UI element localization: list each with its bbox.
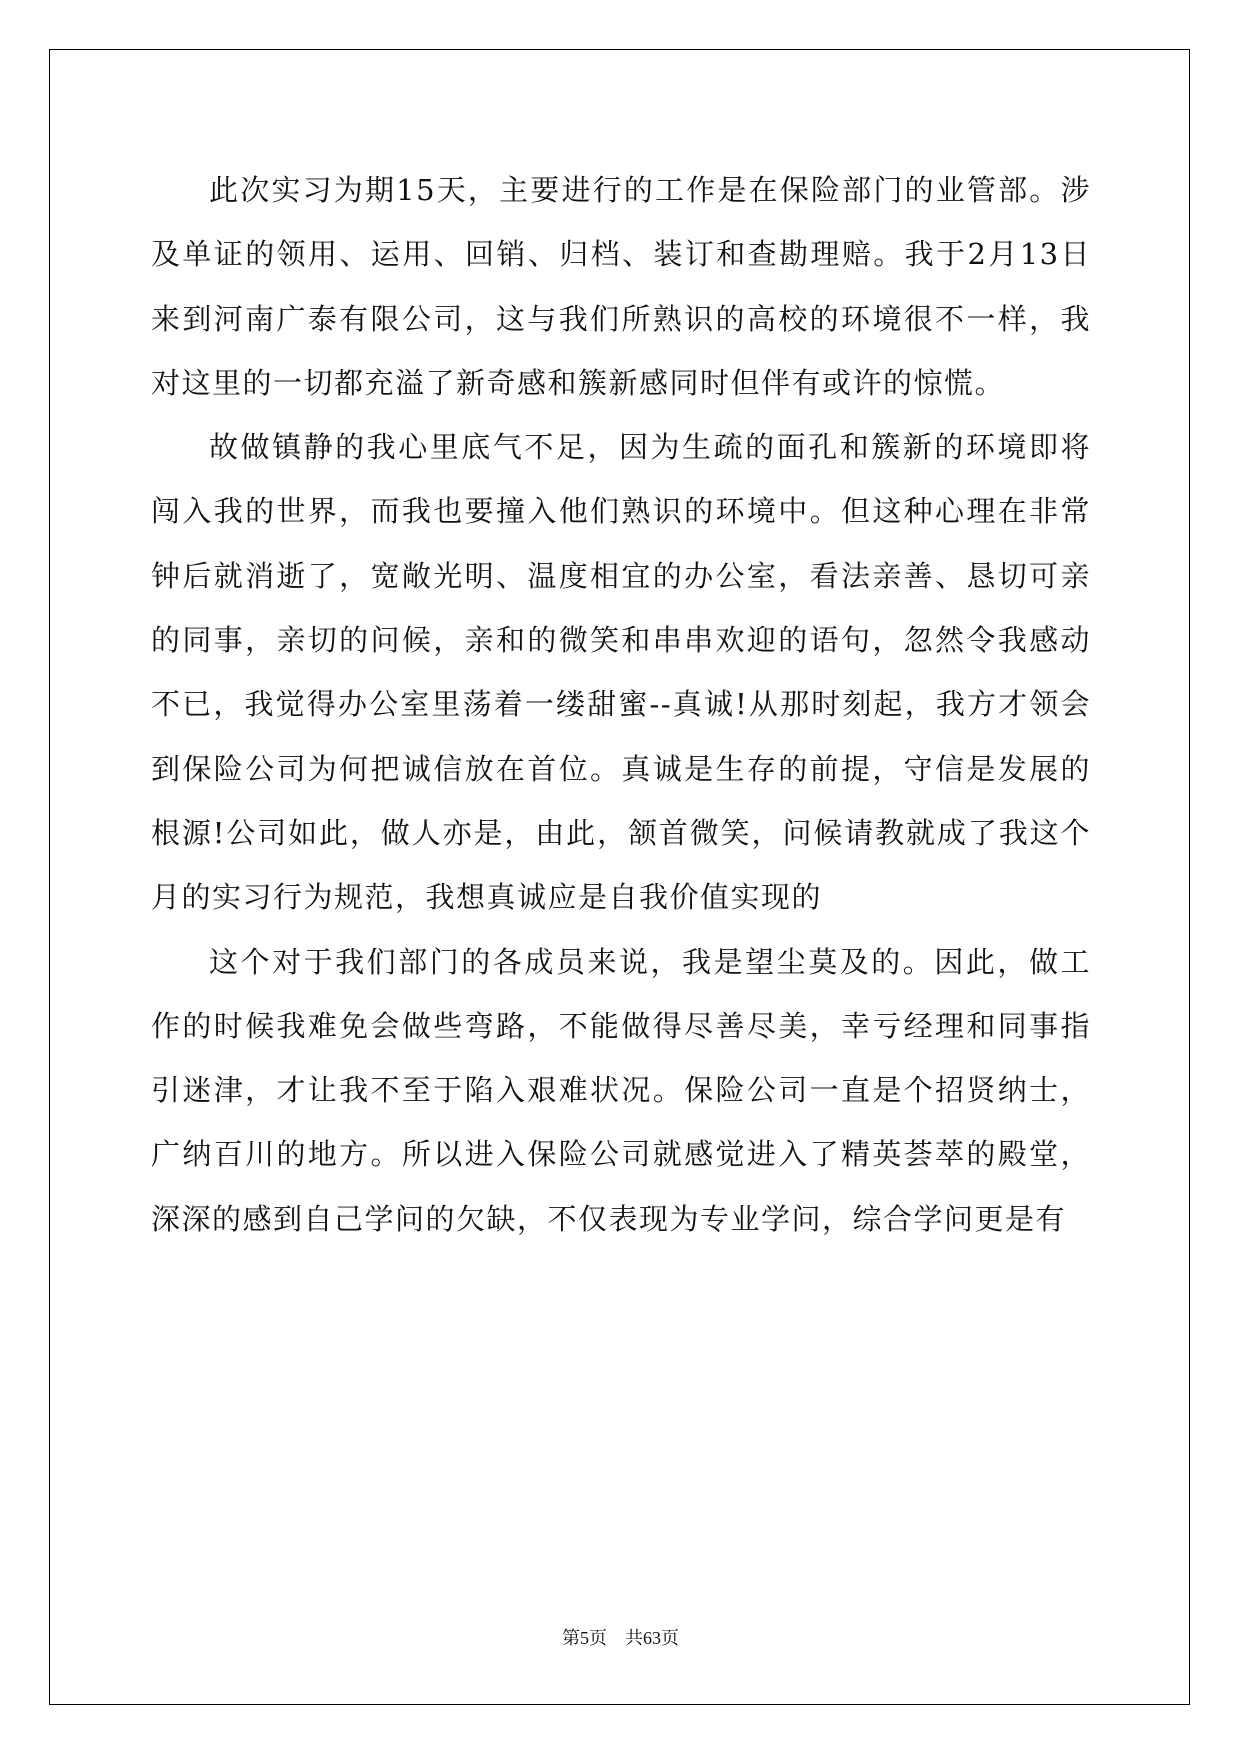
document-body (151, 158, 1091, 1251)
paragraph-2: 故做镇静的我心里底气不足，因为生疏的面孔和簇新的环境即将闯入我的世界，而我也要撞入他们熟识的环境中。但这种心理在非常钟后就消逝了，宽敞光明、温度相宜的办公室，看法亲善、恳切可亲的同事，亲切的问候，亲和的微笑和串串欢迎的语句，忽然令我感动不已，我觉得办公室里荡着一缕甜蜜--真诚!从那时刻起，我方才领会到保险公司为何把诚信放在首位。真诚是生存的前提，守信是发展的根源!公司如此，做人亦是，由此，颔首微笑，问候请教就成了我这个月的实习行为规范，我想真诚应是自我价值实现的 (151, 430, 1091, 915)
paragraph-1: 此次实习为期15天，主要进行的工作是在保险部门的业管部。涉及单证的领用、运用、回销、归档、装订和查勘理赔。我于2月13日来到河南广泰有限公司，这与我们所熟识的高校的环境很不一样，我对这里的一切都充溢了新奇感和簇新感同时但伴有或许的惊慌。 (151, 173, 1091, 400)
footer-separator (607, 1628, 625, 1648)
page-footer (0, 1624, 1241, 1650)
total-pages: 共63页 (625, 1628, 679, 1648)
page-number: 第5页 (562, 1628, 607, 1648)
paragraph-3: 这个对于我们部门的各成员来说，我是望尘莫及的。因此，做工作的时候我难免会做些弯路，不能做得尽善尽美，幸亏经理和同事指引迷津，才让我不至于陷入艰难状况。保险公司一直是个招贤纳士，广纳百川的地方。所以进入保险公司就感觉进入了精英荟萃的殿堂，深深的感到自己学问的欠缺，不仅表现为专业学问，综合学问更是有 (151, 944, 1091, 1236)
